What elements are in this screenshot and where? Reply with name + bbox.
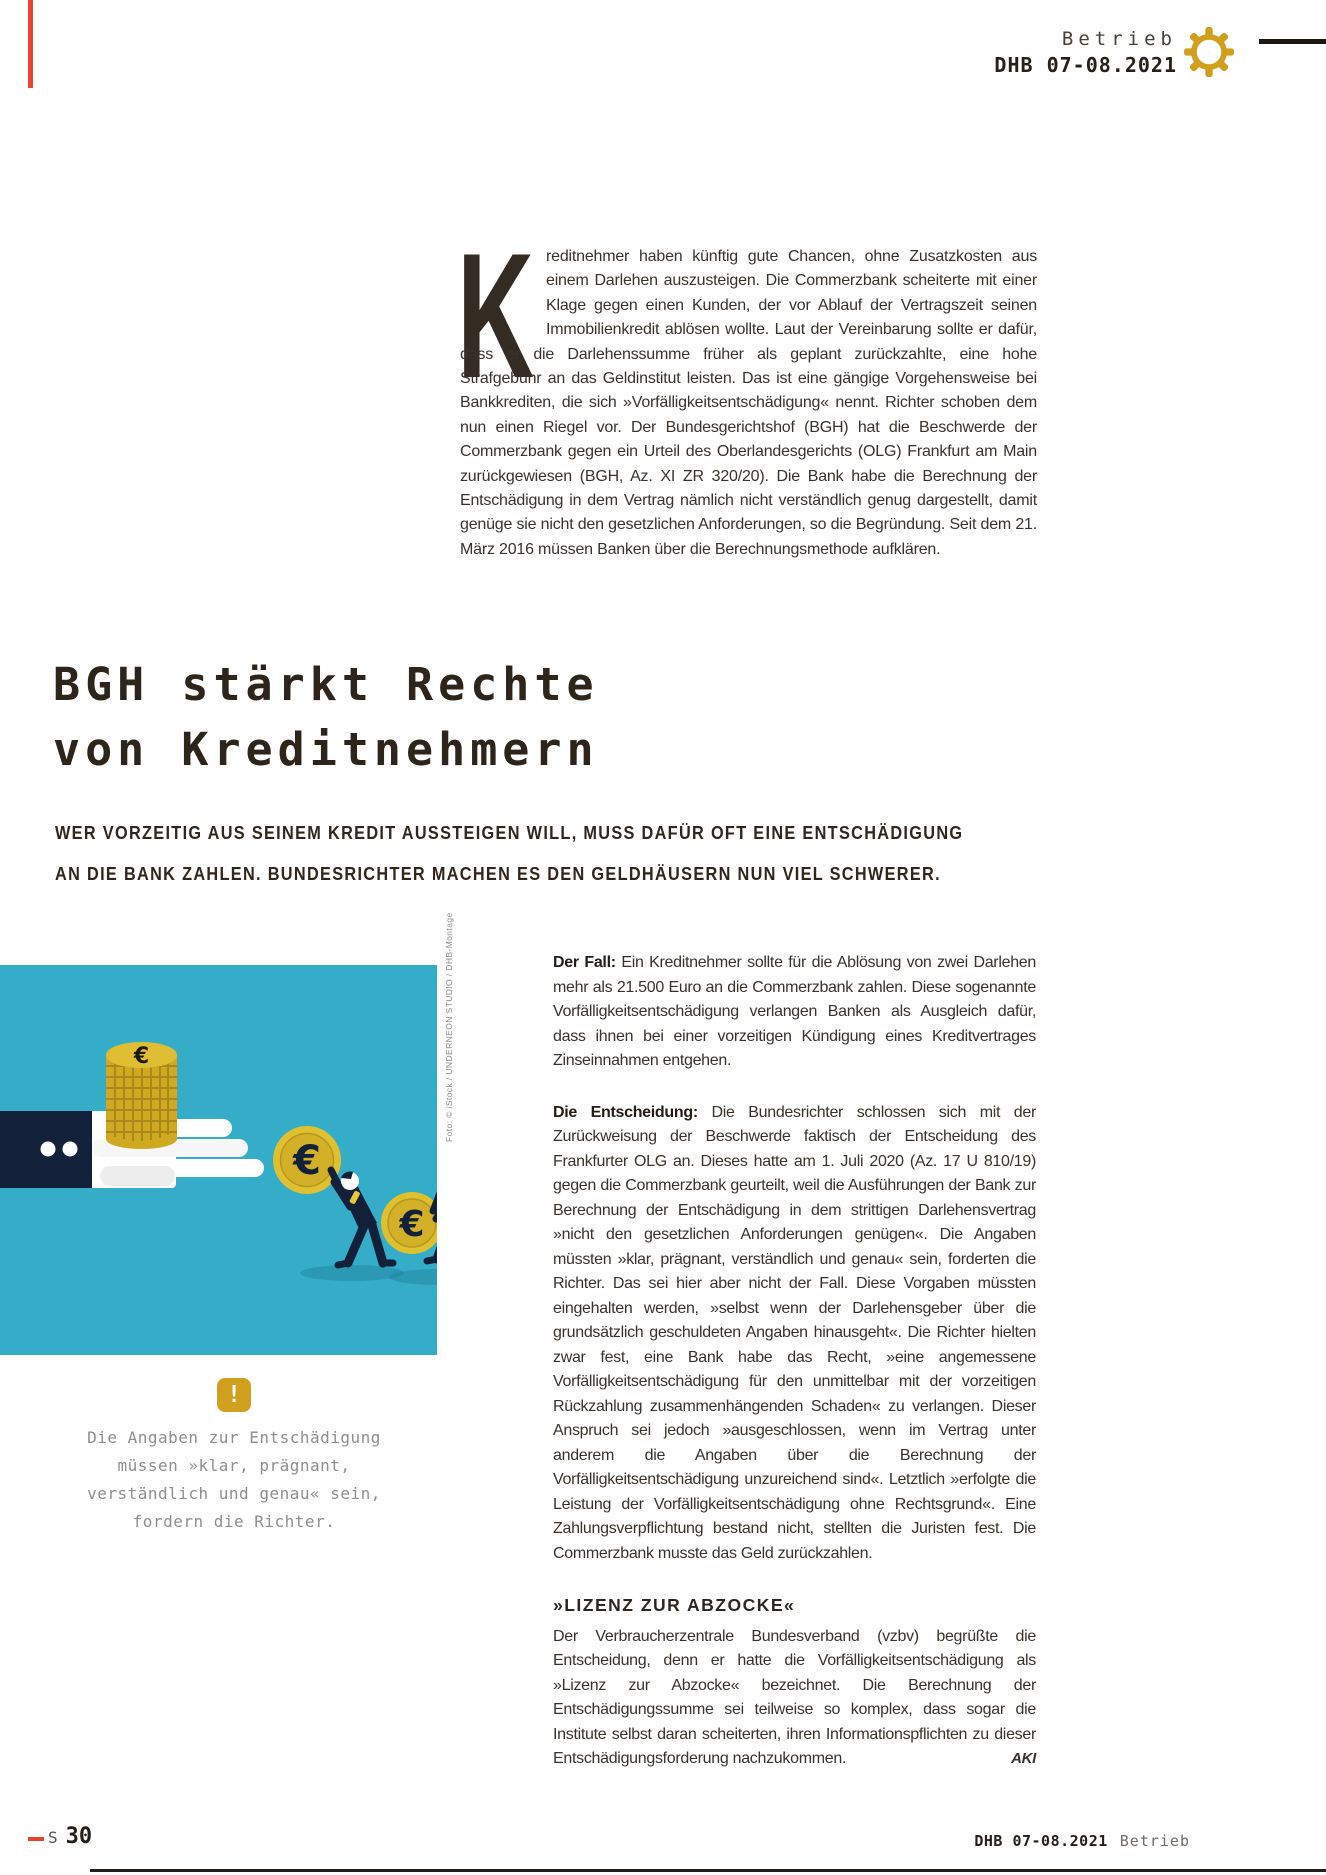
page-number-value: 30: [65, 1824, 93, 1849]
drop-cap-spacer: [460, 245, 546, 319]
footer-section: Betrieb: [1119, 1832, 1190, 1850]
deck-line-1: WER VORZEITIG AUS SEINEM KREDIT AUSSTEIGEN WILL, MUSS DAFÜR OFT EINE ENTSCHÄDIGUNG: [55, 822, 964, 843]
author-initials: AKI: [1011, 1750, 1036, 1767]
stack-euro-symbol: €: [133, 1044, 150, 1069]
section-kicker: Betrieb: [1061, 28, 1177, 50]
reaction-paragraph: [553, 1625, 1036, 1772]
header-rule: [1259, 39, 1326, 44]
headline-line-2: von Kreditnehmern: [53, 723, 599, 776]
caption-text: Die Angaben zur Entschädigung müssen »klar, prägnant, verständlich und genau« sein, fordern die Richter.: [87, 1428, 381, 1531]
case-label: Der Fall:: [553, 954, 616, 971]
photo-credit: Foto: © iStock / UNDERNEON STUDIO / DHB-Montage: [444, 912, 454, 1142]
footer-issue: DHB 07-08.2021: [974, 1832, 1108, 1850]
article-body-column: [553, 951, 1036, 1799]
figure1-shadow: [300, 1265, 404, 1281]
article-illustration: [0, 965, 437, 1355]
decision-text: Die Bundesrichter schlossen sich mit der Zurückweisung der Beschwerde faktisch der Entscheidung des Frankfurter OLG an. Dieses hatte am 1. Juli 2020 (Az. 17 U 810/19) gegen die Commerzbank geurteilt, weil die Ausführungen der Bank zur Berechnung der Entschädigung in dem strittigen Darlehensvertrag »nicht den gesetzlichen Anforderungen genügen«. Die Angaben müssten »klar, prägnant, verständlich und genau« sein, forderten die Richter. Das sei hier aber nicht der Fall. Diese Vorgaben müssten eingehalten werden, »selbst wenn der Darlehensgeber über die grundsätzlich geschuldeten Angaben hinausgeht«. Die Richter hielten zwar fest, eine Bank habe das Recht, »eine angemessene Vorfälligkeitsentschädigung für den unmittelbar mit der vorzeitigen Rückzahlung zusammenhängenden Schaden« zu verlangen. Dieser Anspruch sei jedoch »ausgeschlossen, wenn im Vertrag unter anderem die Angaben über die Berechnung der Vorfälligkeitsentschädigung unzureichend sind«. Letztlich »erfolgte die Leistung der Vorfälligkeitsentschädigung ohne Rechtsgrund«. Eine Zahlungsverpflichtung bestand nicht, stellten die Juristen fest. Die Commerzbank musste das Geld zurückzahlen.: [553, 1103, 1036, 1562]
warning-icon: !: [217, 1378, 251, 1412]
cufflink-dot-2: [63, 1142, 78, 1157]
red-accent-dash-footer: [28, 1837, 44, 1841]
coin1-euro-symbol: €: [293, 1138, 321, 1184]
gear-icon: [1184, 26, 1234, 78]
cufflink-dot-1: [41, 1142, 56, 1157]
decision-paragraph: [553, 1101, 1036, 1567]
issue-label: DHB 07-08.2021: [994, 53, 1177, 77]
intro-paragraph: [460, 245, 1037, 562]
page-number: [48, 1824, 92, 1849]
drop-cap: K: [457, 216, 535, 415]
footer-issue-info: [974, 1831, 1190, 1850]
article-headline: [53, 652, 599, 782]
headline-line-1: BGH stärkt Rechte: [53, 658, 599, 711]
section-heading: »LIZENZ ZUR ABZOCKE«: [553, 1595, 796, 1615]
coin2-euro-symbol: €: [399, 1204, 425, 1245]
deck-line-2: AN DIE BANK ZAHLEN. BUNDESRICHTER MACHEN ES DEN GELDHÄUSERN NUN VIEL SCHWERER.: [55, 863, 941, 884]
page-prefix: S: [48, 1828, 60, 1847]
case-text: Ein Kreditnehmer sollte für die Ablösung von zwei Darlehen mehr als 21.500 Euro an die Commerzbank zahlen. Diese sogenannte Vorfälligkeitsentschädigung verlangen Banken als Ausgleich dafür, dass ihnen bei einer vorzeitigen Kündigung eines Kreditvertrages Zinseinnahmen entgehen.: [553, 954, 1036, 1069]
intro-text: reditnehmer haben künftig gute Chancen, ohne Zusatzkosten aus einem Darlehen auszusteigen. Die Commerzbank scheiterte mit einer Klage gegen einen Kunden, der vor Ablauf der Vertragszeit seinen Immobilienkredit ablösen wollte. Laut der Vereinbarung sollte er dafür, dass er die Darlehenssumme früher als geplant zurückzahlte, eine hohe Strafgebühr an das Geldinstitut leisten. Das ist eine gängige Vorgehensweise bei Bankkrediten, die sich »Vorfälligkeitsentschädigung« nennt. Richter schoben dem nun einen Riegel vor. Der Bundesgerichtshof (BGH) hat die Beschwerde der Commerzbank gegen ein Urteil des Oberlandesgerichts (OLG) Frankfurt am Main zurückgewiesen (BGH, Az. XI ZR 320/20). Die Bank habe die Berechnung der Entschädigung in dem Vertrag nämlich nicht verständlich genug dargestellt, damit genüge sie nicht den gesetzlichen Anforderungen, so die Begründung. Seit dem 21. März 2016 müssen Banken über die Berechnungsmethode aufklären.: [460, 248, 1037, 558]
footer-rule: [90, 1869, 1326, 1872]
decision-label: Die Entscheidung:: [553, 1103, 698, 1121]
image-caption: [60, 1378, 408, 1536]
page-header: [994, 28, 1177, 77]
reaction-text: Der Verbraucherzentrale Bundesverband (vzbv) begrüßte die Entscheidung, denn er hatte die Vorfälligkeitsentschädigung als »Lizenz zur Abzocke« bezeichnet. Die Berechnung der Entschädigungssumme sei teilweise so komplex, dass sogar die Institute selbst daran scheiterten, ihren Informationspflichten zu dieser Entschädigungsforderung nachzukommen.: [553, 1627, 1036, 1767]
euro-coin-1: [273, 1126, 341, 1194]
red-accent-line-top: [28, 0, 33, 88]
article-deck: [55, 812, 1005, 894]
coin-stack: [106, 1042, 177, 1149]
case-paragraph: [553, 951, 1036, 1074]
